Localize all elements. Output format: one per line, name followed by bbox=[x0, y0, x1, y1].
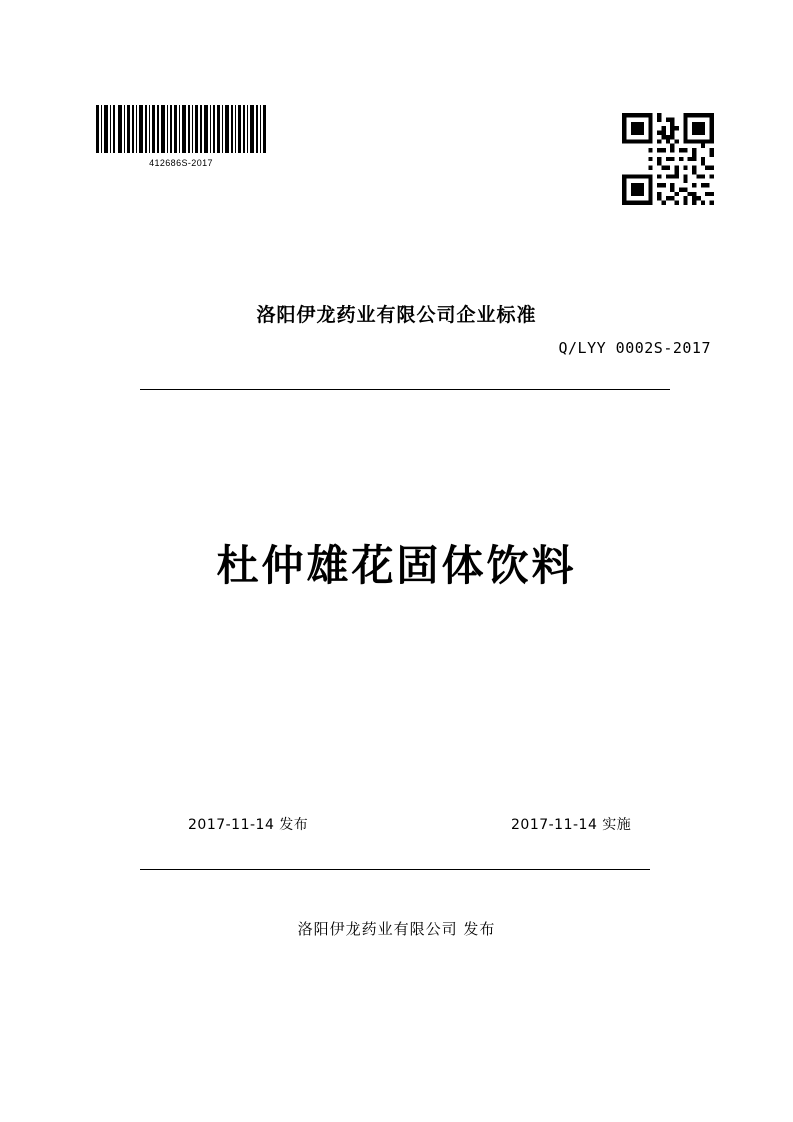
barcode-icon bbox=[96, 105, 266, 153]
qr-code-icon bbox=[622, 113, 714, 205]
barcode-number: 412686S-2017 bbox=[149, 158, 213, 168]
effective-date: 2017-11-14 实施 bbox=[511, 817, 632, 833]
divider-top bbox=[140, 389, 670, 390]
standard-code: Q/LYY 0002S-2017 bbox=[558, 339, 711, 357]
publisher-line: 洛阳伊龙药业有限公司 发布 bbox=[297, 920, 496, 938]
standard-title: 洛阳伊龙药业有限公司企业标准 bbox=[256, 304, 537, 326]
divider-bottom bbox=[140, 869, 650, 870]
issue-date: 2017-11-14 发布 bbox=[188, 817, 309, 833]
dates-row bbox=[0, 814, 793, 838]
page-title: 杜仲雄花固体饮料 bbox=[216, 541, 577, 590]
code-row bbox=[0, 105, 793, 220]
qr-code-block bbox=[622, 113, 714, 205]
barcode-block bbox=[96, 105, 266, 168]
